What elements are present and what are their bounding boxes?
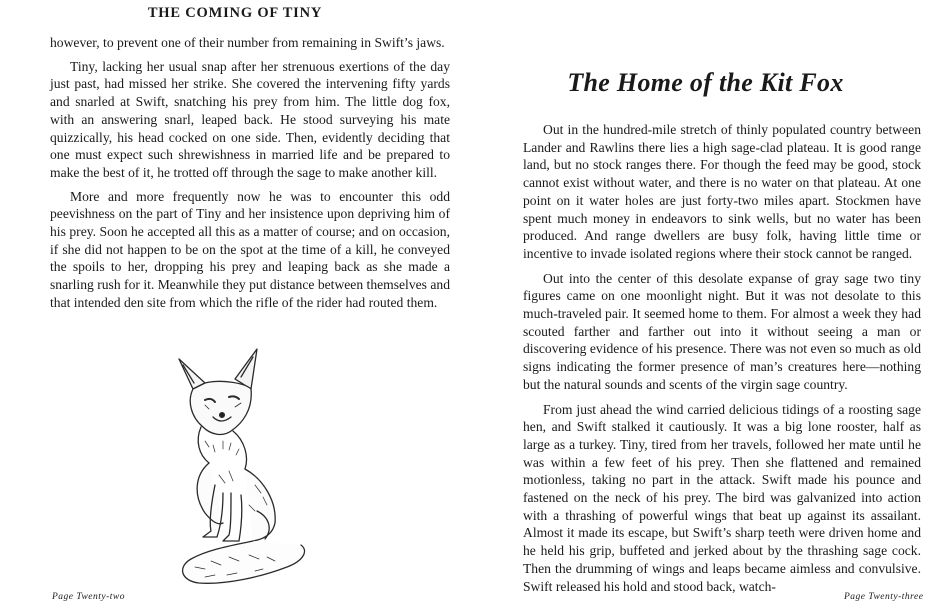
paragraph: Out in the hundred-mile stretch of thinly populated country between Lander and Rawlins there lies a high sage-clad plateau. It is good range land, but no stock ranges there. For though the feed may be good, stock cannot exist without water, and there is no water on that plateau. At one point on it water holes are just forty-two miles apart. Stockmen have spent much money in endeavors to sink wells, but no water has been produced. And range dwellers are busy folk, having little time or incentive to invade isolated regions where their stock cannot be ranged.: [523, 122, 921, 261]
running-head: THE COMING OF TINY: [147, 5, 323, 21]
chapter-title: The Home of the Kit Fox: [567, 68, 844, 97]
left-page: [0, 0, 470, 608]
fox-illustration: [165, 345, 315, 590]
right-page-text: [523, 121, 924, 602]
left-page-text: [50, 34, 450, 318]
page-number: Page Twenty-two: [52, 592, 126, 602]
paragraph: however, to prevent one of their number from remaining in Swift’s jaws.: [50, 35, 445, 50]
paragraph: Tiny, lacking her usual snap after her strenuous exertions of the day just past, had missed her strike. She covered the intervening fifty yards and snarled at Swift, snatching his prey from him. The little dog fox, with an answering snarl, leaped back. He stood surveying his mate quizzically, his head cocked on one side. Then, evidently deciding that one must expect such shrewishness in married life and be prepared to make the best of it, he trotted off through the sage to make another kill.: [50, 58, 450, 180]
paragraph: From just ahead the wind carried delicious tidings of a roosting sage hen, and Swift stalked it cautiously. It was a big lone rooster, half as large as a turkey. Tiny, tired from her travels, followed her mate until he was within a few feet of his prey. Then she flattened and remained motionless, taking no part in the attack. Swift made his pounce and fastened on the neck of his prey. The bird was galvanized into action with a thrashing of powerful wings that beat up against its assailant. Almost it made its escape, but Swift’s sharp teeth were driven home and he held his grip, buffeted and jerked about by the thrashing sage cock. Then the drumming of wings and leaps became aimless and convulsive. Swift released his hold and stood back, watch-: [523, 401, 921, 594]
paragraph: Out into the center of this desolate expanse of gray sage two tiny figures came on one moonlight night. But it was not desolate to this much-traveled pair. It seemed home to them. For almost a week they had scouted farther and farther out into it without seeing a man or discovering evidence of his presence. There was not even so much as old signs indicating the former presence of man’s creatures here—nothing but the natural sounds and scents of the virgin sage country.: [523, 270, 921, 392]
page-number: Page Twenty-three: [844, 592, 924, 602]
paragraph: More and more frequently now he was to encounter this odd peevishness on the part of Tiny and her insistence upon depriving him of his prey. Soon he accepted all this as a matter of course; and on occasion, if she did not happen to be on the spot at the time of a kill, he conveyed the spoils to her, dropping his prey and leaping back as she made a snarling rush for it. Meanwhile they put distance between themselves and that intended den site from which the rifle of the rider had routed them.: [50, 188, 450, 310]
